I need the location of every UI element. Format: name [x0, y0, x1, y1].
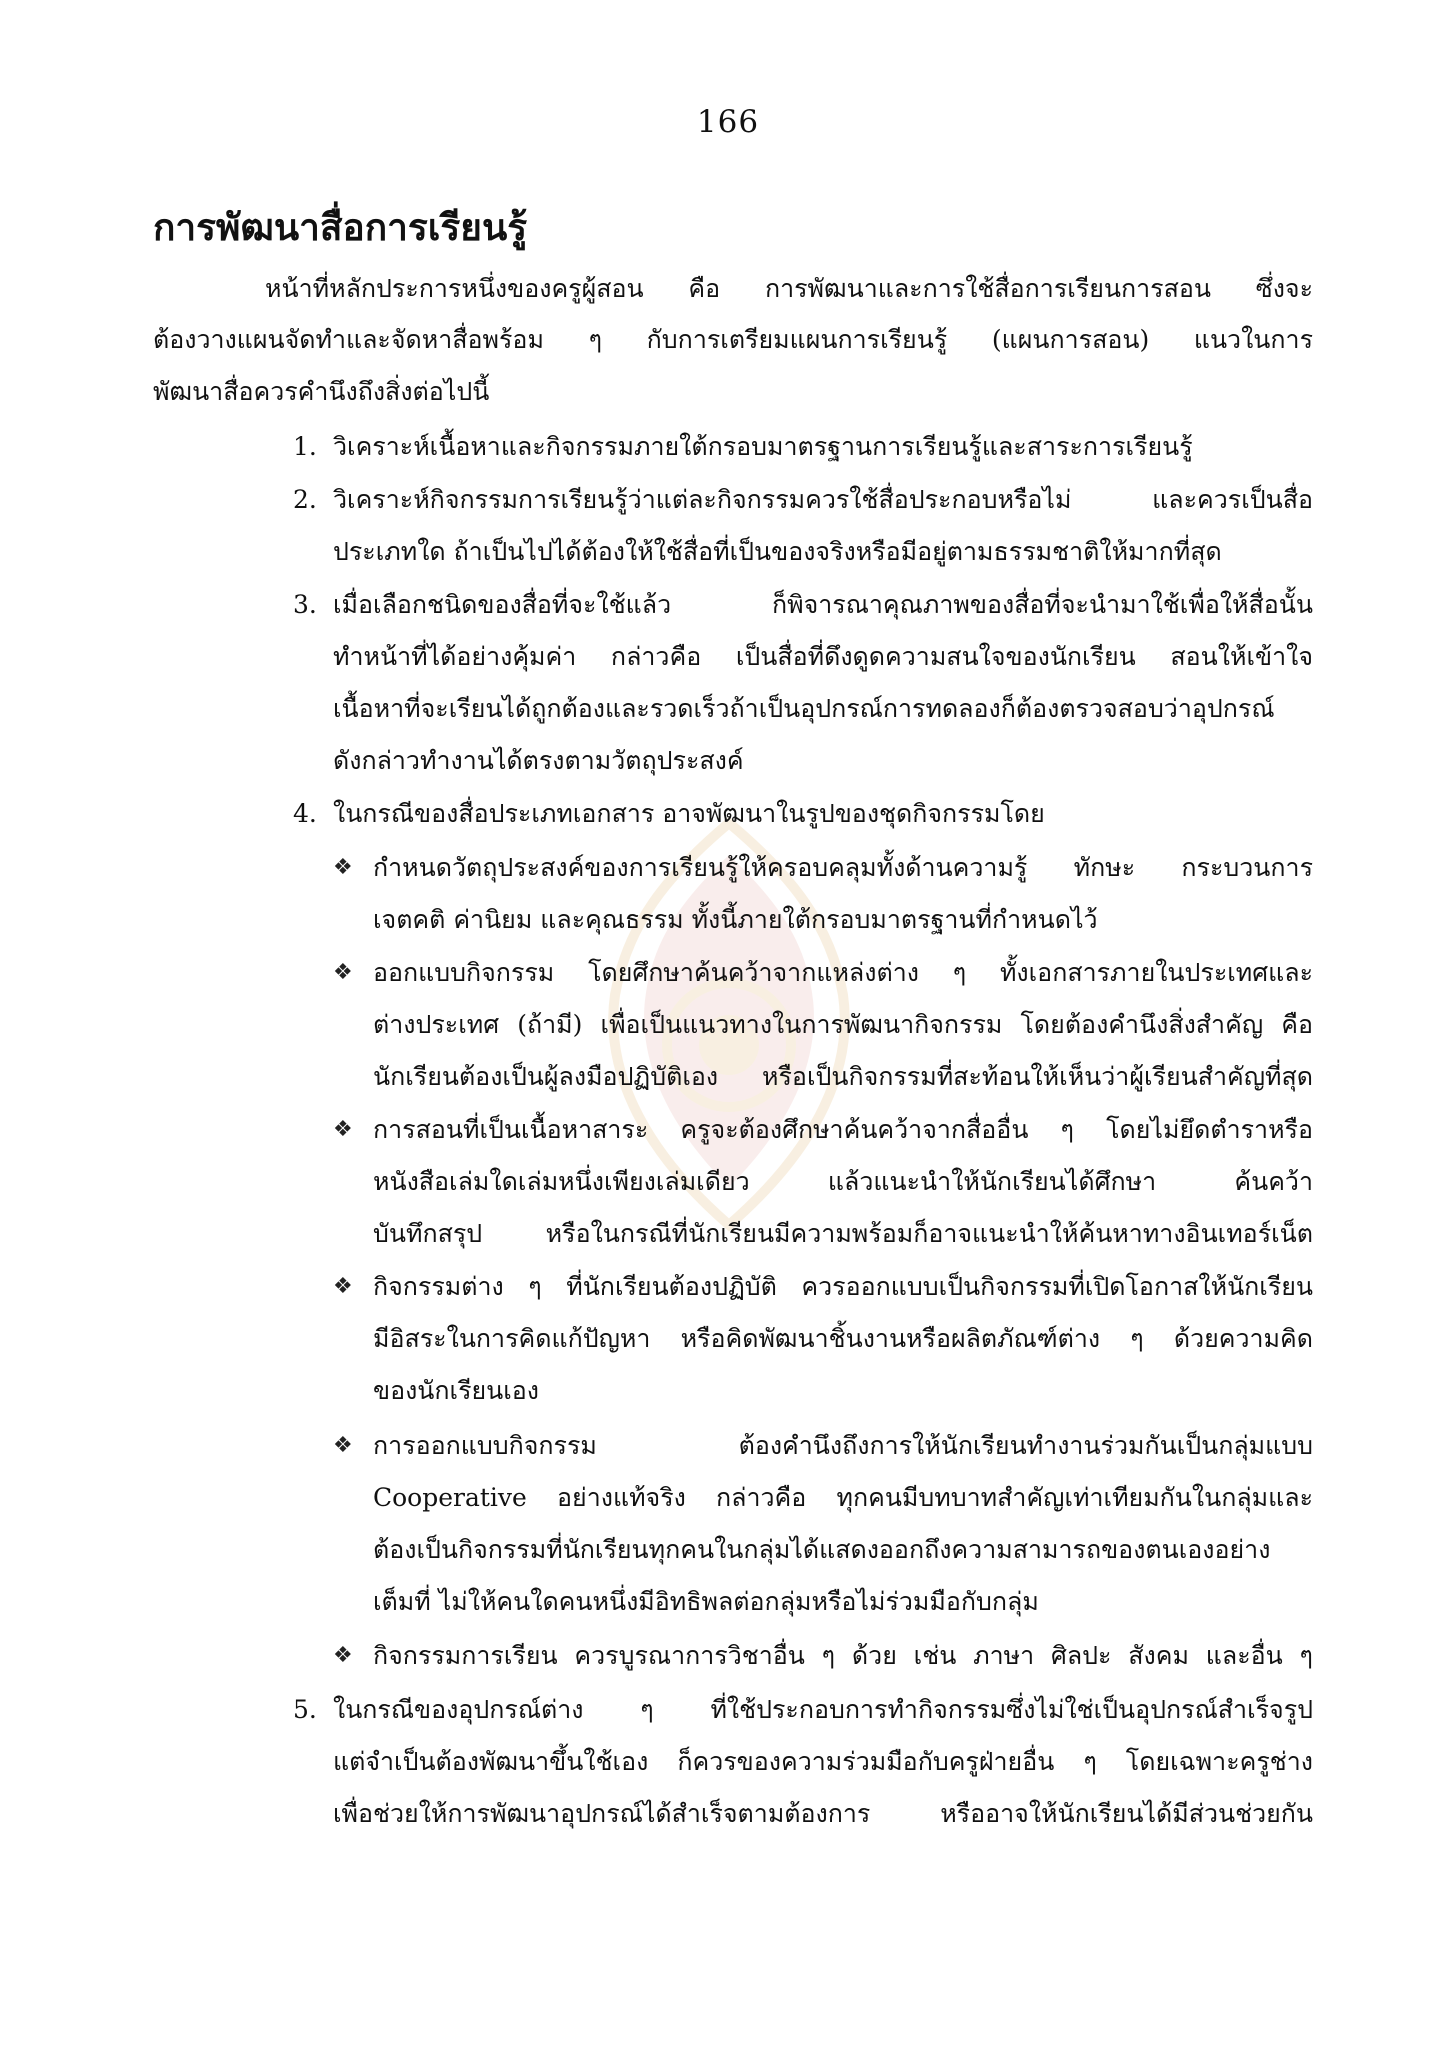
page-number: 166 [696, 104, 760, 140]
sub-item-line: เจตคติ ค่านิยม และคุณธรรม ทั้งนี้ภายใต้กรอบมาตรฐานที่กำหนดไว้ [373, 905, 1098, 934]
sub-item-line: การสอนที่เป็นเนื้อหาสาระ ครูจะต้องศึกษาค้นคว้าจากสื่ออื่น ๆ โดยไม่ยึดตำราหรือ [373, 1115, 1313, 1144]
list-item-line: วิเคราะห์เนื้อหาและกิจกรรมภายใต้กรอบมาตรฐานการเรียนรู้และสาระการเรียนรู้ [333, 432, 1193, 461]
item-number: 3. [293, 590, 317, 619]
sub-item-line: การออกแบบกิจกรรม ต้องคำนึงถึงการให้นักเรียนทำงานร่วมกันเป็นกลุ่มแบบ [373, 1431, 1313, 1460]
bullet-icon: ❖ [333, 1117, 353, 1142]
item-number: 1. [293, 432, 317, 461]
list-item-line: ดังกล่าวทำงานได้ตรงตามวัตถุประสงค์ [333, 746, 744, 775]
list-item-line: เนื้อหาที่จะเรียนได้ถูกต้องและรวดเร็วถ้าเป็นอุปกรณ์การทดลองก็ต้องตรวจสอบว่าอุปกรณ์ [333, 694, 1275, 723]
item-number: 4. [293, 799, 317, 828]
sub-item-line: ต้องเป็นกิจกรรมที่นักเรียนทุกคนในกลุ่มได้แสดงออกถึงความสามารถของตนเองอย่าง [373, 1535, 1271, 1564]
section-heading: การพัฒนาสื่อการเรียนรู้ [153, 205, 528, 249]
sub-item-line: กำหนดวัตถุประสงค์ของการเรียนรู้ให้ครอบคลุมทั้งด้านความรู้ ทักษะ กระบวนการ [373, 853, 1313, 882]
intro-line-1: หน้าที่หลักประการหนึ่งของครูผู้สอน คือ การพัฒนาและการใช้สื่อการเรียนการสอน ซึ่งจะ [265, 274, 1313, 303]
sub-item-line: หนังสือเล่มใดเล่มหนึ่งเพียงเล่มเดียว แล้วแนะนำให้นักเรียนได้ศึกษา ค้นคว้า [373, 1167, 1313, 1196]
bullet-icon: ❖ [333, 1433, 353, 1458]
sub-item-line: กิจกรรมต่าง ๆ ที่นักเรียนต้องปฏิบัติ ควรออกแบบเป็นกิจกรรมที่เปิดโอกาสให้นักเรียน [373, 1272, 1313, 1301]
sub-item-line: นักเรียนต้องเป็นผู้ลงมือปฏิบัติเอง หรือเป็นกิจกรรมที่สะท้อนให้เห็นว่าผู้เรียนสำคัญที่สุด [373, 1062, 1313, 1091]
bullet-icon: ❖ [333, 855, 353, 880]
list-item-line: แต่จำเป็นต้องพัฒนาขึ้นใช้เอง ก็ควรของความร่วมมือกับครูฝ่ายอื่น ๆ โดยเฉพาะครูช่าง [333, 1747, 1313, 1776]
list-item-line: วิเคราะห์กิจกรรมการเรียนรู้ว่าแต่ละกิจกรรมควรใช้สื่อประกอบหรือไม่ และควรเป็นสื่อ [333, 485, 1313, 514]
intro-line-2: ต้องวางแผนจัดทำและจัดหาสื่อพร้อม ๆ กับการเตรียมแผนการเรียนรู้ (แผนการสอน) แนวในการ [153, 325, 1313, 354]
bullet-icon: ❖ [333, 1274, 353, 1299]
bullet-icon: ❖ [333, 1643, 353, 1668]
list-item-line: เมื่อเลือกชนิดของสื่อที่จะใช้แล้ว ก็พิจารณาคุณภาพของสื่อที่จะนำมาใช้เพื่อให้สื่อนั้น [333, 590, 1313, 619]
list-item-line: ประเภทใด ถ้าเป็นไปได้ต้องให้ใช้สื่อที่เป็นของจริงหรือมีอยู่ตามธรรมชาติให้มากที่สุด [333, 537, 1222, 566]
sub-item-line: ต่างประเทศ (ถ้ามี) เพื่อเป็นแนวทางในการพัฒนากิจกรรม โดยต้องคำนึงสิ่งสำคัญ คือ [373, 1010, 1313, 1039]
bullet-icon: ❖ [333, 960, 353, 985]
list-item-line: ในกรณีของสื่อประเภทเอกสาร อาจพัฒนาในรูปของชุดกิจกรรมโดย [333, 799, 1045, 828]
sub-item-line: ออกแบบกิจกรรม โดยศึกษาค้นคว้าจากแหล่งต่าง ๆ ทั้งเอกสารภายในประเทศและ [373, 958, 1313, 987]
list-item-line: เพื่อช่วยให้การพัฒนาอุปกรณ์ได้สำเร็จตามต้องการ หรืออาจให้นักเรียนได้มีส่วนช่วยกัน [333, 1799, 1313, 1828]
list-item-line: ในกรณีของอุปกรณ์ต่าง ๆ ที่ใช้ประกอบการทำกิจกรรมซึ่งไม่ใช่เป็นอุปกรณ์สำเร็จรูป [333, 1695, 1313, 1724]
list-item-line: ทำหน้าที่ได้อย่างคุ้มค่า กล่าวคือ เป็นสื่อที่ดึงดูดความสนใจของนักเรียน สอนให้เข้าใจ [333, 642, 1313, 671]
sub-item-line: กิจกรรมการเรียน ควรบูรณาการวิชาอื่น ๆ ด้วย เช่น ภาษา ศิลปะ สังคม และอื่น ๆ [373, 1641, 1313, 1670]
sub-item-line: Cooperative อย่างแท้จริง กล่าวคือ ทุกคนมีบทบาทสำคัญเท่าเทียมกันในกลุ่มและ [373, 1483, 1313, 1512]
item-number: 2. [293, 485, 317, 514]
sub-item-line: มีอิสระในการคิดแก้ปัญหา หรือคิดพัฒนาชิ้นงานหรือผลิตภัณฑ์ต่าง ๆ ด้วยความคิด [373, 1324, 1313, 1353]
item-number: 5. [293, 1695, 317, 1724]
intro-line-3: พัฒนาสื่อควรคำนึงถึงสิ่งต่อไปนี้ [153, 377, 490, 406]
sub-item-line: เต็มที่ ไม่ให้คนใดคนหนึ่งมีอิทธิพลต่อกลุ่มหรือไม่ร่วมมือกับกลุ่ม [373, 1587, 1039, 1616]
sub-item-line: บันทึกสรุป หรือในกรณีที่นักเรียนมีความพร้อมก็อาจแนะนำให้ค้นหาทางอินเทอร์เน็ต [373, 1219, 1313, 1248]
sub-item-line: ของนักเรียนเอง [373, 1376, 540, 1405]
